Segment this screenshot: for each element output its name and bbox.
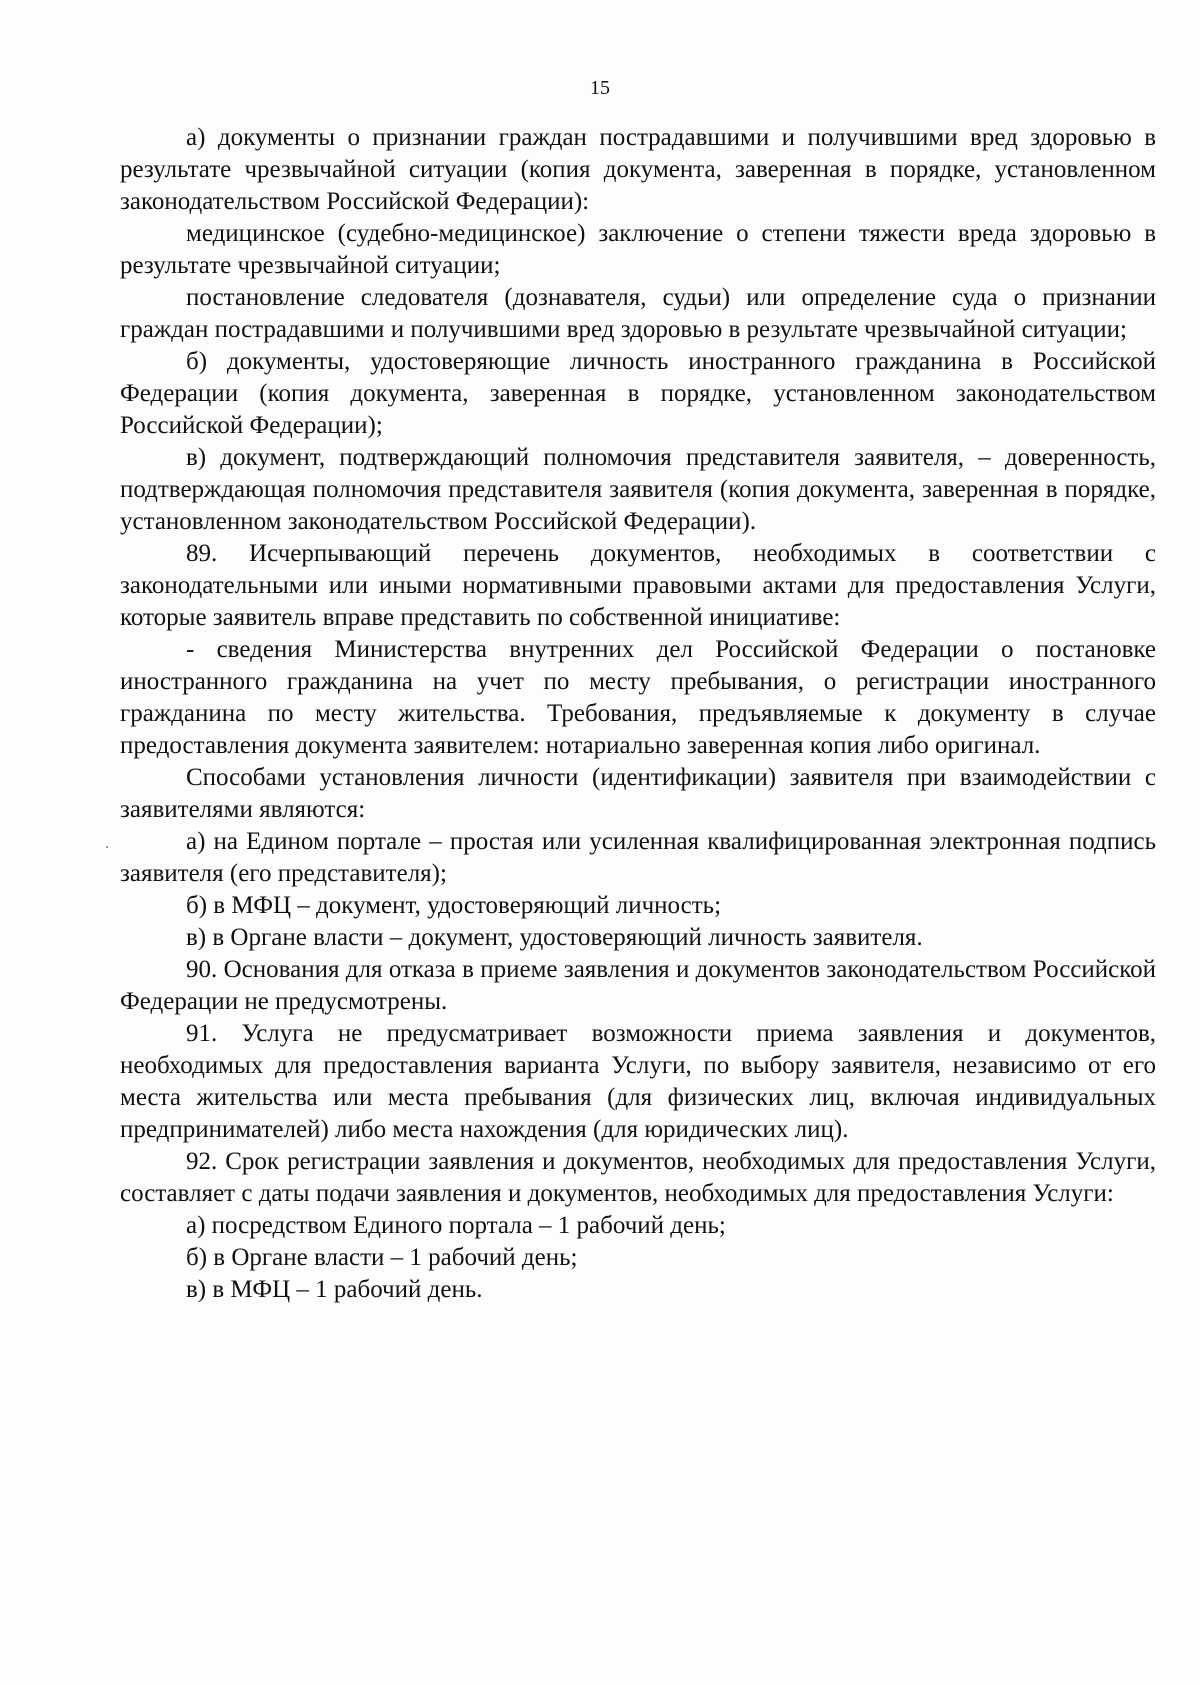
- paragraph-investigator-resolution: постановление следователя (дознавателя, судьи) или определение суда о признании граждан пострадавшими и получившими вред здоровью в результате чрезвычайной ситуации;: [120, 284, 1156, 343]
- document-body: [120, 122, 1156, 1306]
- paragraph-ministry-information: - сведения Министерства внутренних дел Российской Федерации о постановке иностранного гражданина на учет по месту пребывания, о регистрации иностранного гражданина по месту жительства. Требования, предъявляемые к документу в случае предоставления документа заявителем: нотариально заверенная копия либо оригинал.: [120, 636, 1156, 759]
- paragraph-medical-conclusion: медицинское (судебно-медицинское) заключение о степени тяжести вреда здоровью в результате чрезвычайной ситуации;: [120, 220, 1156, 279]
- paragraph-90-refusal-grounds: 90. Основания для отказа в приеме заявления и документов законодательством Российской Федерации не предусмотрены.: [120, 956, 1156, 1015]
- paragraph-a-unified-portal-signature: а) на Едином портале – простая или усиленная квалифицированная электронная подпись заявителя (его представителя);: [120, 828, 1156, 887]
- paragraph-v-power-of-attorney: в) документ, подтверждающий полномочия представителя заявителя, – доверенность, подтверждающая полномочия представителя заявителя (копия документа, заверенная в порядке, установленном законодательством Российской Федерации).: [120, 444, 1156, 535]
- paragraph-identification-methods: Способами установления личности (идентификации) заявителя при взаимодействии с заявителями являются:: [120, 764, 1156, 823]
- paragraph-b-identity-documents: б) документы, удостоверяющие личность иностранного гражданина в Российской Федерации (копия документа, заверенная в порядке, установленном законодательством Российской Федерации);: [120, 348, 1156, 439]
- paragraph-v-mfc-term: в) в МФЦ – 1 рабочий день.: [186, 1276, 483, 1303]
- paragraph-b-mfc-identity: б) в МФЦ – документ, удостоверяющий личность;: [186, 892, 722, 919]
- paragraph-b-authority-term: б) в Органе власти – 1 рабочий день;: [186, 1244, 578, 1271]
- paragraph-a-recognition-documents: а) документы о признании граждан пострадавшими и получившими вред здоровью в результате чрезвычайной ситуации (копия документа, заверенная в порядке, установленном законодательством Российской Федерации):: [120, 124, 1156, 215]
- paragraph-89-document-list: 89. Исчерпывающий перечень документов, необходимых в соответствии с законодательными или иными нормативными правовыми актами для предоставления Услуги, которые заявитель вправе представить по собственной инициативе:: [120, 540, 1156, 631]
- page-number: 15: [590, 77, 610, 99]
- scan-dot: [106, 846, 108, 848]
- paragraph-v-authority-identity: в) в Органе власти – документ, удостоверяющий личность заявителя.: [186, 924, 923, 951]
- paragraph-92-registration-term: 92. Срок регистрации заявления и документов, необходимых для предоставления Услуги, составляет с даты подачи заявления и документов, необходимых для предоставления Услуги:: [120, 1148, 1156, 1207]
- paragraph-91-extraterritorial: 91. Услуга не предусматривает возможности приема заявления и документов, необходимых для предоставления варианта Услуги, по выбору заявителя, независимо от его места жительства или места пребывания (для физических лиц, включая индивидуальных предпринимателей) либо места нахождения (для юридических лиц).: [120, 1020, 1156, 1143]
- paragraph-a-portal-term: а) посредством Единого портала – 1 рабочий день;: [186, 1212, 726, 1239]
